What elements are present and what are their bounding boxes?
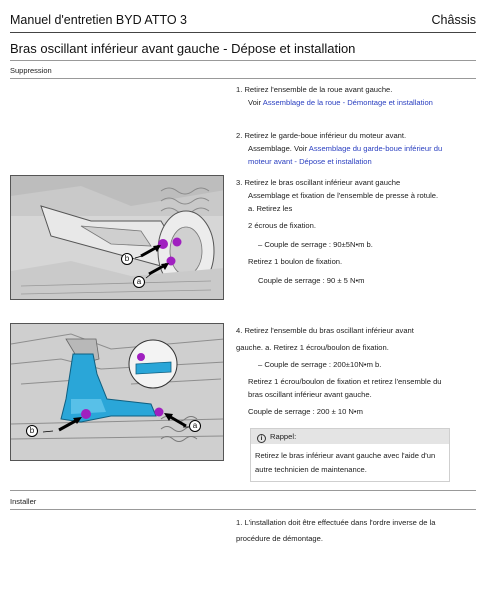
step-1-see [236, 96, 458, 109]
step-1 [236, 83, 458, 109]
step-3-torque-2: Couple de serrage : 90 ± 5 N•m [258, 276, 365, 285]
step-4-line-1: 4. Retirez l'ensemble du bras oscillant inférieur avant [236, 326, 414, 335]
figure-ball-joint-fasteners [10, 175, 224, 300]
step-2-see [236, 142, 458, 168]
callout-b: b [121, 253, 133, 265]
install-divider [10, 509, 476, 510]
header-divider [10, 32, 476, 33]
reminder-note [250, 428, 450, 482]
step-3-torque-1: – Couple de serrage : 90±5N•m b. [258, 240, 373, 249]
callout-b: b [26, 425, 38, 437]
figure-2-illustration [11, 324, 224, 461]
fastener-nut-2 [173, 238, 182, 247]
reminder-note-title: Rappel: [270, 432, 297, 441]
step-4-line-2: gauche. a. Retirez 1 écrou/boulon de fixation. [236, 343, 389, 352]
step-2 [236, 129, 458, 168]
step-2-see-prefix: Assemblage. Voir [248, 144, 309, 153]
step-4-torque-1: – Couple de serrage : 200±10N•m b. [258, 360, 382, 369]
reminder-note-header [251, 429, 449, 444]
arm-fastener-front [155, 408, 164, 417]
link-wheel-assembly[interactable]: Assemblage de la roue - Démontage et installation [262, 98, 433, 107]
step-3-line-3: 2 écrous de fixation. [248, 221, 316, 230]
step-4-torque-2: Couple de serrage : 200 ± 10 N•m [248, 407, 363, 416]
removal-divider [10, 78, 476, 79]
procedure-title: Bras oscillant inférieur avant gauche - Dépose et installation [10, 41, 356, 56]
arm-fastener-rear [81, 409, 91, 419]
figure-lower-arm-assembly [10, 323, 224, 461]
title-divider [10, 60, 476, 61]
figure-1-illustration [11, 176, 224, 300]
removal-section-label: Suppression [10, 66, 52, 75]
step-3 [236, 176, 458, 287]
callout-a: a [133, 276, 145, 288]
reminder-note-body: Retirez le bras inférieur avant gauche avec l'aide d'un autre technicien de maintenance. [255, 451, 436, 474]
step-1-see-prefix: Voir [248, 98, 263, 107]
info-icon: i [257, 434, 266, 443]
step-2-text: 2. Retirez le garde-boue inférieur du moteur avant. [236, 131, 407, 140]
manual-section-name: Châssis [431, 13, 476, 27]
step-3-line-1: 3. Retirez le bras oscillant inférieur avant gauche [236, 178, 401, 187]
step-3-line-2: Assemblage et fixation de l'ensemble de presse à rotule. a. Retirez les [248, 191, 439, 213]
manual-header-title: Manuel d'entretien BYD ATTO 3 [10, 13, 188, 27]
install-top-divider [10, 490, 476, 491]
step-4-line-4: Retirez 1 écrou/boulon de fixation et retirez l'ensemble du bras oscillant inférieur avant gauche. [248, 377, 442, 399]
callout-a: a [189, 420, 201, 432]
install-section-label: Installer [10, 497, 37, 506]
step-1-text: 1. Retirez l'ensemble de la roue avant gauche. [236, 85, 393, 94]
step-3-line-5: Retirez 1 boulon de fixation. [248, 257, 343, 266]
link-engine-splash-shield[interactable]: Assemblage du garde-boue inférieur du moteur avant - Dépose et installation [248, 144, 443, 166]
install-step-1: 1. L'installation doit être effectuée dans l'ordre inverse de la procédure de démontage. [236, 518, 436, 543]
step-4 [236, 324, 458, 418]
